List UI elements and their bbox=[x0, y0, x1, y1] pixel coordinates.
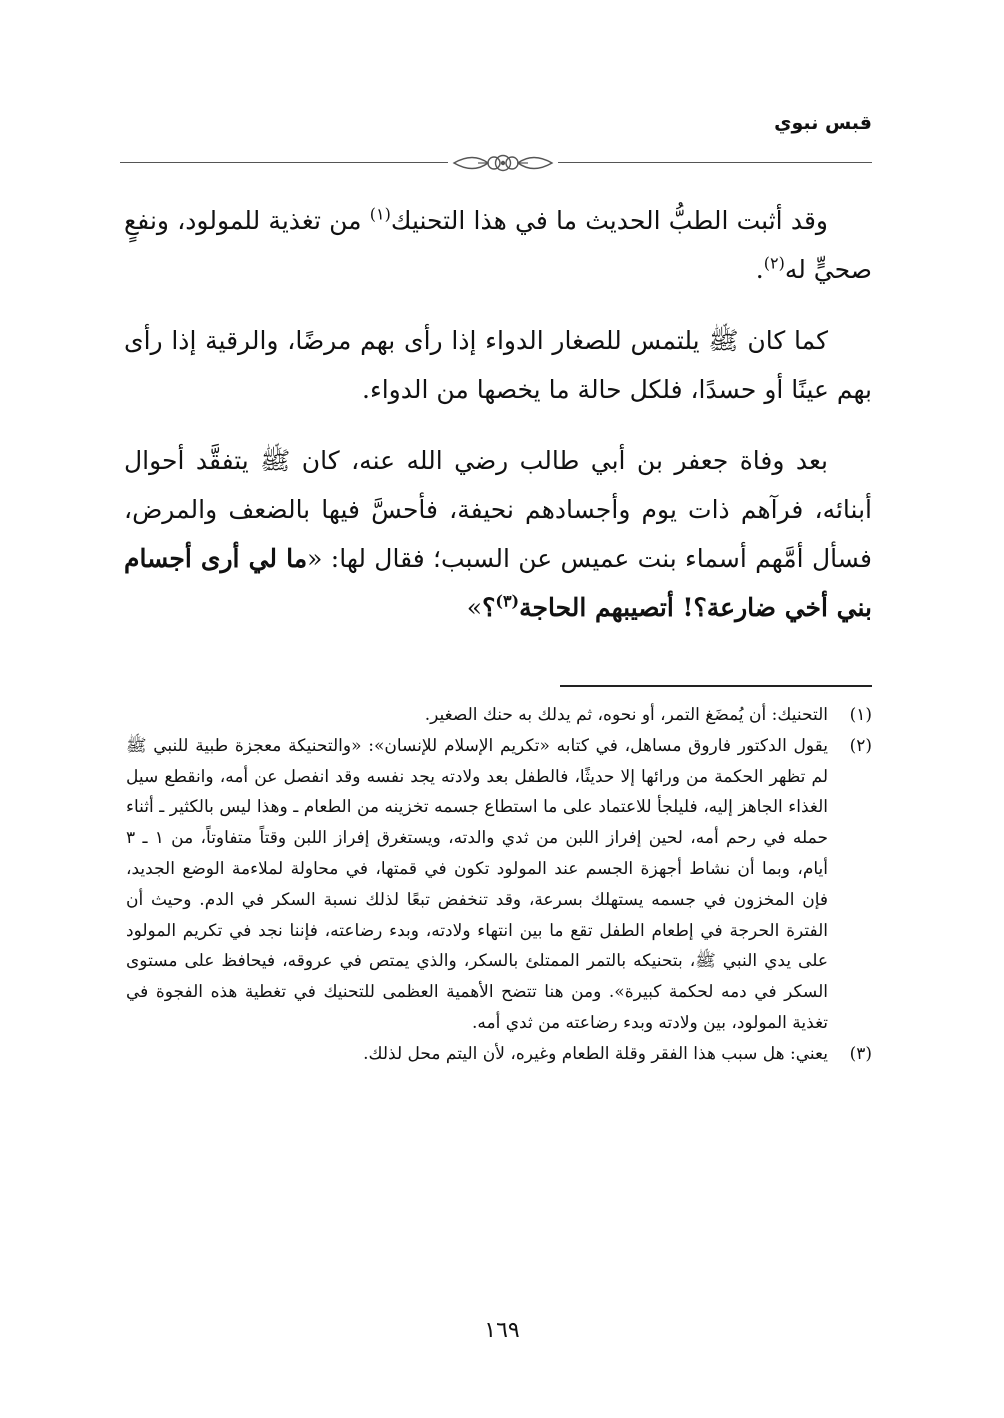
hadith-quote-end: ؟ bbox=[482, 593, 496, 622]
footnote-text: يقول الدكتور فاروق مساهل، في كتابه «تكريم الإسلام للإنسان»: «والتحنيكة معجزة طبية للنبي ﷺ لم تظهر الحكمة من ورائها إلا حديثًا، فالطفل بعد ولادته يجد نفسه وقد انفصل عن أمه، وانقطع سيل الغذاء الجاهز إليه، فليلجأ للاعتماد على ما استطاع جسمه تخزينه من الطعام ـ وهذا ليس بالكثير ـ أثناء حمله في رحم أمه، لحين إفراز اللبن من ثدي والدته، ويستغرق إفراز اللبن وقتاً متفاوتاً، من ١ ـ ٣ أيام، وبما أن نشاط أجهزة الجسم عند المولود تكون في قمتها، في محاولة لملاءمة الوضع الجديد، فإن المخزون في جسمه يستهلك بسرعة، وقد تنخفض تبعًا لذلك نسبة السكر في الدم. وحيث أن الفترة الحرجة في إطعام الطفل تقع ما بين انتهاء ولادته، وبدء رضاعته، فإننا نجد في تكريم المولود على يدي النبي ﷺ، بتحنيكه بالتمر الممتلئ بالسكر، والذي يمتص في عروقه، فيحافظ على مستوى السكر في دمه لحكمة كبيرة». ومن هنا تتضح الأهمية العظمى للتحنيك في تغطية هذه الفجوة في تغذية المولود، بين ولادته وبدء رضاعته من ثدي أمه. bbox=[126, 735, 828, 1033]
footnote-3 bbox=[126, 1039, 872, 1070]
paragraph-jafar bbox=[124, 436, 872, 632]
footnote-rule bbox=[560, 685, 872, 687]
footnote-number: (٢) bbox=[849, 735, 872, 756]
footnote-number: (٣) bbox=[849, 1043, 872, 1064]
p1-text-c: . bbox=[755, 255, 764, 284]
paragraph-tahnik bbox=[124, 196, 872, 294]
page-number: ١٦٩ bbox=[484, 1318, 520, 1343]
p1-text-b: من تغذية للمولود، ونفعٍ صحيٍّ له bbox=[124, 206, 872, 284]
footnote-ref-2: (٢) bbox=[763, 253, 785, 273]
paragraph-medicine: كما كان ﷺ يلتمس للصغار الدواء إذا رأى بهم مرضًا، والرقية إذا رأى بهم عينًا أو حسدًا، فلكل حالة ما يخصها من الدواء. bbox=[124, 326, 872, 404]
p1-text-a: وقد أثبت الطبُّ الحديث ما في هذا التحنيك bbox=[390, 206, 828, 235]
ornament-svg bbox=[448, 148, 558, 178]
ornament-icon bbox=[448, 148, 558, 178]
footnote-1 bbox=[126, 700, 872, 731]
footnote-ref-1: (١) bbox=[369, 204, 391, 224]
footnote-text: يعني: هل سبب هذا الفقر وقلة الطعام وغيره، لأن اليتم محل لذلك. bbox=[363, 1043, 828, 1064]
running-title: قبس نبوي bbox=[774, 112, 872, 134]
p3-text-a: بعد وفاة جعفر بن أبي طالب رضي الله عنه، كان ﷺ يتفقَّد أحوال أبنائه، فرآهم ذات يوم وأجسادهم نحيفة، فأحسَّ فيها بالضعف والمرض، فسأل أمَّهم أسماء بنت عميس عن السبب؛ فقال لها: « bbox=[124, 446, 872, 573]
footnote-text: التحنيك: أن يُمضَغ التمر، أو نحوه، ثم يدلك به حنك الصغير. bbox=[424, 705, 828, 725]
p3-quote-close: » bbox=[466, 593, 483, 622]
main-text bbox=[124, 196, 872, 654]
footnote-ref-3: (٣) bbox=[495, 591, 520, 611]
footnotes bbox=[126, 700, 872, 1070]
footnote-number: (١) bbox=[849, 705, 872, 725]
hadith-quote: ما لي أرى أجسام بني أخي ضارعة؟! أتصيبهم الحاجة bbox=[124, 544, 872, 622]
footnote-2 bbox=[126, 731, 872, 1039]
